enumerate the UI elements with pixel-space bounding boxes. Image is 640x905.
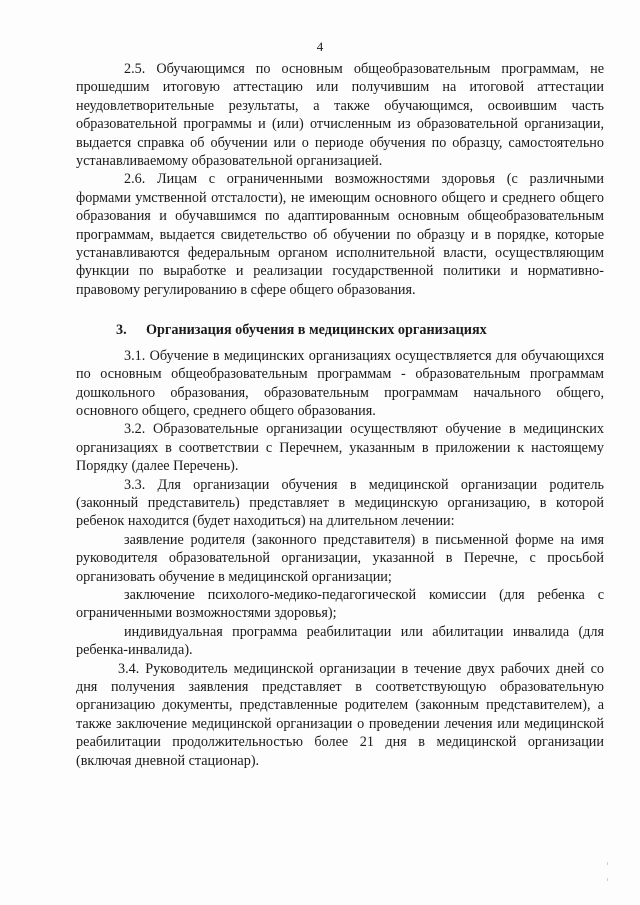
section-heading: [76, 321, 604, 339]
paragraph-3-3: 3.3. Для организации обучения в медицинской организации родитель (законный представитель) представляет в медицинскую организацию, в которой ребенок находится (будет находиться) на длительном лечении:: [76, 476, 604, 530]
paragraph-3-4: 3.4. Руководитель медицинской организации в течение двух рабочих дней со дня получения заявления представляет в соответствующую образовательную организацию документы, представленные родителем (законным представителем), а также заключение медицинской организации о проведении лечения или медицинской реабилитации продолжительностью более 21 дня в медицинской организации (включая дневной стационар).: [76, 660, 604, 769]
section-number: 3.: [116, 322, 127, 339]
document-body: [76, 60, 604, 770]
list-item-application: заявление родителя (законного представителя) в письменной форме на имя руководителя образовательной организации, указанной в Перечне, с просьбой организовать обучение в медицинской организации;: [76, 531, 604, 585]
page-number: 4: [316, 39, 324, 54]
paragraph-2-6: 2.6. Лицам с ограниченными возможностями здоровья (с различными формами умственной отсталости), не имеющим основного общего и среднего общего образования и обучавшимся по адаптированным основным общеобразовательным программам, выдается свидетельство об обучении по образцу и в порядке, которые устанавливаются федеральным органом исполнительной власти, осуществляющим функции по выработке и реализации государственной политики и нормативно-правовому регулированию в сфере общего образования.: [76, 171, 604, 298]
section-title: Организация обучения в медицинских организациях: [146, 322, 487, 339]
paragraph-3-2: 3.2. Образовательные организации осуществляют обучение в медицинских организациях в соответствии с Перечнем, указанным в приложении к настоящему Порядку (далее Перечень).: [76, 421, 604, 475]
scan-artifact: [607, 862, 608, 865]
paragraph-3-1: 3.1. Обучение в медицинских организациях осуществляется для обучающихся по основным общеобразовательным программам - образовательным программам дошкольного образования, образовательным программам начального общего, основного общего, среднего общего образования.: [76, 347, 604, 419]
list-item-pmpk-conclusion: заключение психолого-медико-педагогической комиссии (для ребенка с ограниченными возможностями здоровья);: [76, 586, 604, 622]
list-item-rehabilitation-program: индивидуальная программа реабилитации или абилитации инвалида (для ребенка-инвалида).: [76, 623, 604, 659]
paragraph-2-5: 2.5. Обучающимся по основным общеобразовательным программам, не прошедшим итоговую аттестацию или получившим на итоговой аттестации неудовлетворительные результаты, а также обучающимся, освоившим часть образовательной программы и (или) отчисленным из образовательной организации, выдается справка об обучении или о периоде обучения по образцу, самостоятельно устанавливаемому образовательной организацией.: [76, 61, 604, 170]
scan-artifact: [607, 878, 608, 881]
